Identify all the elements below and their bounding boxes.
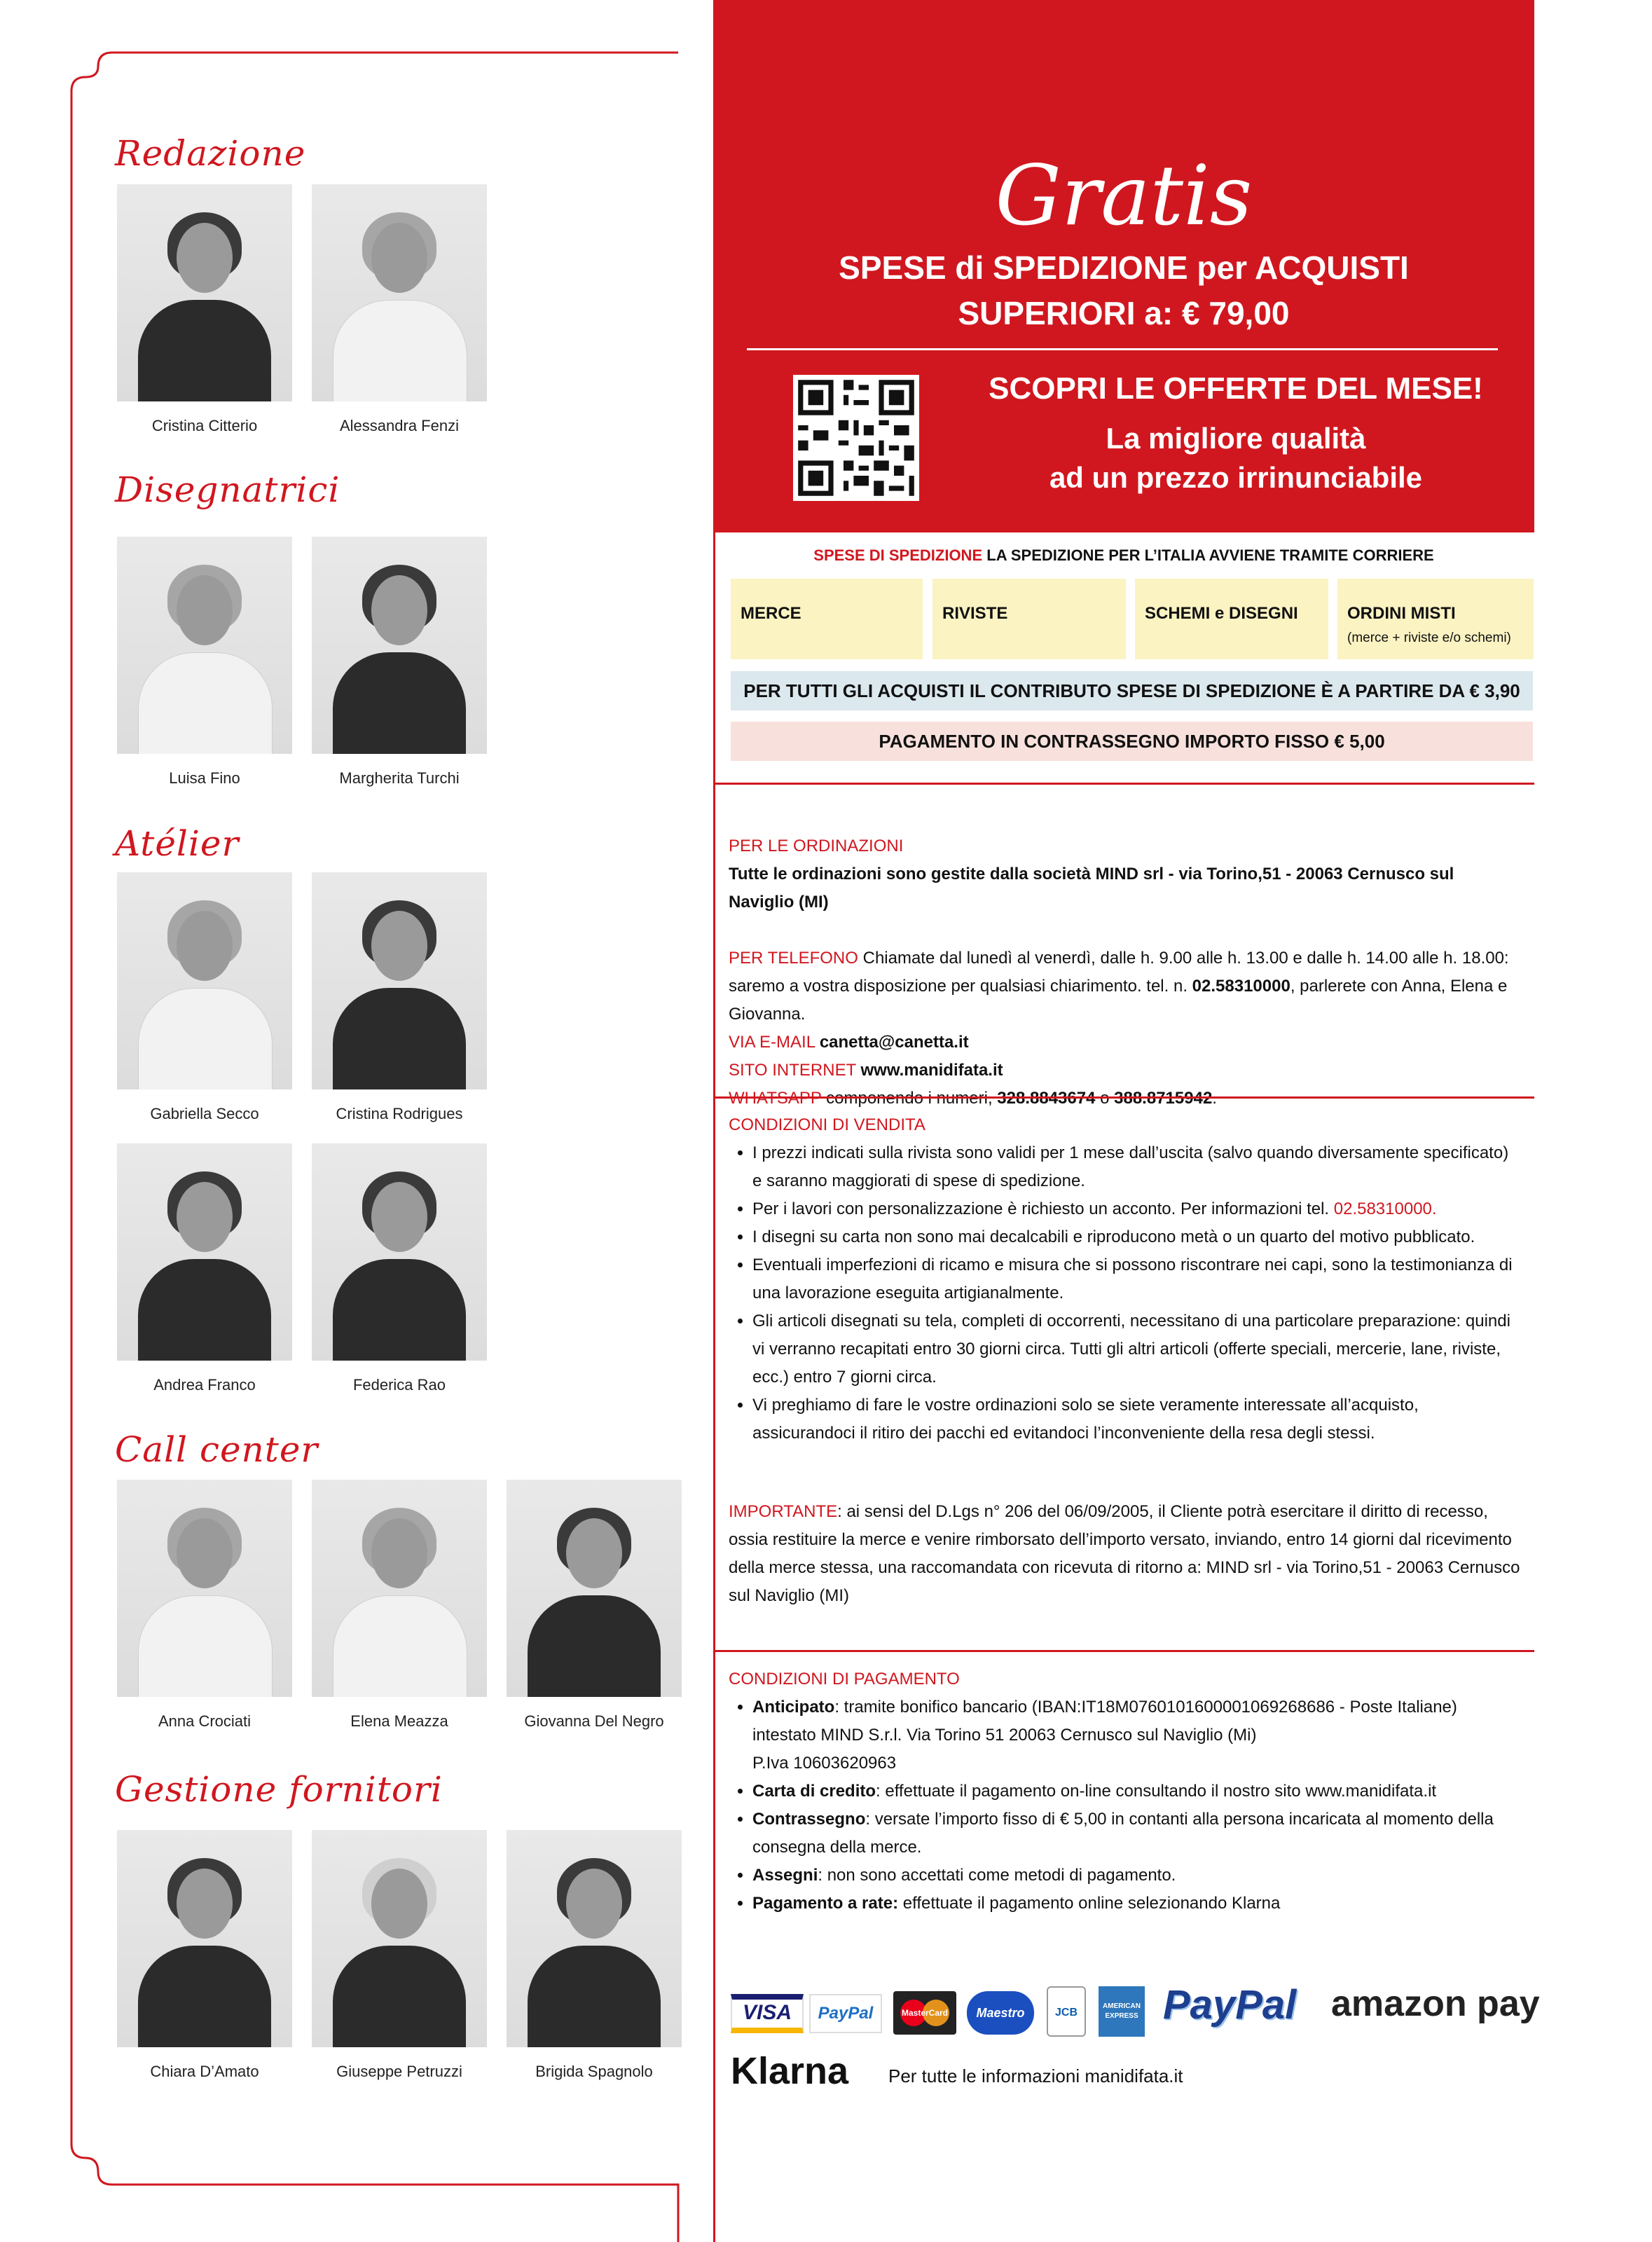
portrait-photo — [507, 1830, 682, 2047]
ship-col-schemi — [1135, 579, 1328, 659]
section-gestione-fornitori: Gestione fornitori — [115, 1769, 443, 1810]
conditions-label: CONDIZIONI DI VENDITA — [729, 1115, 925, 1134]
section-call-center: Call center — [115, 1429, 319, 1470]
person-name: Luisa Fino — [169, 769, 240, 787]
person-name: Alessandra Fenzi — [340, 417, 459, 434]
person-card — [312, 1143, 487, 1394]
email-link[interactable]: canetta@canetta.it — [819, 1033, 969, 1052]
person-name: Federica Rao — [352, 1376, 446, 1394]
ship-col-riviste — [932, 579, 1126, 659]
person-card — [507, 1480, 682, 1731]
portrait-photo — [312, 1830, 487, 2047]
person-name: Giuseppe Petruzzi — [336, 2063, 462, 2080]
paypal-logo-icon: PayPal — [1163, 1982, 1297, 2028]
portrait-photo — [312, 537, 487, 754]
list-item: • I prezzi indicati sulla rivista sono validi per 1 mese dall’uscita (salvo quando diversamente specificato) e saranno maggiorati di spese di spedizione. — [752, 1139, 1520, 1195]
payment-section — [729, 1665, 1520, 1918]
amazon-pay-logo-icon: amazon pay — [1331, 1983, 1540, 2024]
portrait-photo — [117, 872, 292, 1089]
list-item — [752, 1693, 1520, 1777]
person-card — [117, 184, 292, 435]
payment-text: : tramite bonifico bancario (IBAN:IT18M0760101600001069268686 - Poste Italiane) intestato MIND S.r.l. Via Torino 51 20063 Cernusco sul Naviglio (Mi) — [752, 1698, 1457, 1745]
portrait-photo — [117, 184, 292, 401]
person-card — [312, 537, 487, 788]
person-card — [117, 872, 292, 1123]
promo-line-2: SUPERIORI a: € 79,00 — [958, 295, 1290, 331]
email-label: VIA E-MAIL — [729, 1033, 815, 1052]
person-card — [117, 537, 292, 788]
portrait-photo — [117, 1830, 292, 2047]
person-card — [507, 1830, 682, 2081]
info-phone[interactable]: 02.58310000. — [1333, 1199, 1437, 1218]
portrait-photo — [117, 537, 292, 754]
shipping-header-text: LA SPEDIZIONE PER L’ITALIA AVVIENE TRAMITE CORRIERE — [986, 546, 1434, 564]
person-name: Chiara D’Amato — [150, 2063, 259, 2080]
site-label: SITO INTERNET — [729, 1061, 856, 1080]
promo-banner — [713, 0, 1534, 532]
person-card — [312, 872, 487, 1123]
promo-line-1: SPESE di SPEDIZIONE per ACQUISTI — [839, 249, 1409, 286]
portrait-photo — [312, 1480, 487, 1697]
portrait-photo — [312, 872, 487, 1089]
ship-col-ordini-misti — [1337, 579, 1534, 659]
qr-code-icon[interactable] — [793, 375, 919, 501]
klarna-logo-icon: Klarna — [731, 2050, 849, 2092]
list-item — [752, 1195, 1520, 1223]
maestro-icon: Maestro — [967, 1991, 1034, 2035]
payment-label: CONDIZIONI DI PAGAMENTO — [729, 1670, 960, 1689]
list-item — [752, 1777, 1520, 1806]
payment-text: : non sono accettati come metodi di pagamento. — [818, 1866, 1176, 1885]
person-name: Andrea Franco — [153, 1376, 256, 1394]
payment-text: effettuate il pagamento online selezionando Klarna — [898, 1894, 1281, 1913]
section-atelier: Atélier — [115, 823, 240, 864]
person-card — [117, 1480, 292, 1731]
payment-method: Anticipato — [752, 1698, 835, 1717]
important-label: IMPORTANTE — [729, 1502, 838, 1521]
person-card — [312, 1830, 487, 2081]
section-disegnatrici: Disegnatrici — [115, 469, 340, 510]
shipping-header — [713, 546, 1534, 565]
list-item — [752, 1862, 1520, 1890]
payment-list — [729, 1693, 1520, 1918]
offer-title: SCOPRI LE OFFERTE DEL MESE! — [989, 371, 1483, 406]
phone-label: PER TELEFONO — [729, 949, 858, 968]
mastercard-label: MasterCard — [901, 2008, 949, 2018]
mastercard-icon — [893, 1991, 956, 2035]
banner-divider — [747, 348, 1498, 350]
phone-text: Chiamate dal lunedì al venerdì, dalle h. 9.00 alle h. 13.00 e dalle h. 14.00 alle h. 18.00: saremo a vostra disposizione per qualsiasi chiarimento. tel. n. — [729, 949, 1509, 996]
ship-col-sub: (merce + riviste e/o schemi) — [1347, 631, 1511, 645]
paypal-card-icon: PayPal — [809, 1994, 882, 2033]
phone-tail: , parlerete con Anna, Elena e Giovanna. — [729, 977, 1508, 1024]
quality-line-1: La migliore qualità — [1106, 422, 1366, 455]
payment-method: Assegni — [752, 1866, 818, 1885]
list-item: • Gli articoli disegnati su tela, completi di occorrenti, necessitano di una particolare preparazione: quindi vi verranno recapitati entro 30 giorni circa. Tutti gli altri articoli (offerte speciali, mercerie, lane, riviste, ecc.) entro 7 giorni circa. — [752, 1307, 1520, 1391]
shipping-header-red: SPESE DI SPEDIZIONE — [813, 546, 983, 564]
person-card — [117, 1830, 292, 2081]
person-name: Cristina Citterio — [151, 417, 258, 434]
ship-col-label: ORDINI MISTI — [1347, 604, 1456, 623]
important-text: : ai sensi del D.Lgs n° 206 del 06/09/2005, il Cliente potrà esercitare il diritto di recesso, ossia restituire la merce e venire rimborsato dell’importo versato, inviando, entro 14 giorni dal ricevimento della merce stessa, una raccomandata con ricevuta di ritorno a: MIND srl - via Torino,51 - 20063 Cernusco sul Naviglio (MI) — [729, 1502, 1520, 1605]
info-line: Per tutte le informazioni manidifata.it — [888, 2065, 1183, 2086]
quality-line-2: ad un prezzo irrinunciabile — [1049, 461, 1423, 494]
person-card — [312, 1480, 487, 1731]
shipping-strip-2: PAGAMENTO IN CONTRASSEGNO IMPORTO FISSO € 5,00 — [731, 722, 1533, 761]
ship-col-label: RIVISTE — [942, 604, 1008, 623]
payment-method: Carta di credito — [752, 1782, 876, 1801]
orders-text: Tutte le ordinazioni sono gestite dalla società MIND srl - via Torino,51 - 20063 Cernusco sul Naviglio (MI) — [729, 865, 1454, 912]
list-item — [752, 1806, 1520, 1862]
portrait-photo — [117, 1143, 292, 1361]
orders-label: PER LE ORDINAZIONI — [729, 837, 904, 855]
portrait-photo — [117, 1480, 292, 1697]
person-name: Gabriella Secco — [150, 1105, 259, 1122]
conditions-list — [729, 1139, 1520, 1447]
orders-section — [729, 832, 1520, 1113]
ship-col-label: SCHEMI e DISEGNI — [1145, 604, 1298, 623]
gratis-title: Gratis — [995, 147, 1253, 244]
portrait-photo — [312, 1143, 487, 1361]
portrait-photo — [312, 184, 487, 401]
person-name: Brigida Spagnolo — [535, 2063, 653, 2080]
person-name: Elena Meazza — [350, 1712, 448, 1730]
payment-method: Contrassegno — [752, 1810, 866, 1829]
person-card — [312, 184, 487, 435]
divider — [713, 783, 1534, 785]
conditions-section — [729, 1111, 1520, 1447]
list-item — [752, 1890, 1520, 1918]
payment-text: : effettuate il pagamento on-line consultando il nostro sito www.manidifata.it — [876, 1782, 1437, 1801]
list-item-text: Per i lavori con personalizzazione è richiesto un acconto. Per informazioni tel. — [752, 1199, 1330, 1218]
visa-icon: VISA — [731, 1994, 804, 2033]
section-redazione: Redazione — [115, 133, 306, 174]
list-item: • Vi preghiamo di fare le vostre ordinazioni solo se siete veramente interessate all’acquisto, assicurandoci il ritiro dei pacchi ed evitandoci l’inconveniente della resa degli stessi. — [752, 1391, 1520, 1447]
ship-col-merce — [731, 579, 923, 659]
person-name: Cristina Rodrigues — [336, 1105, 463, 1122]
list-item: • Eventuali imperfezioni di ricamo e misura che si possono riscontrare nei capi, sono la testimonianza di una lavorazione eseguita artigianalmente. — [752, 1251, 1520, 1307]
payment-text: : versate l’importo fisso di € 5,00 in contanti alla persona incaricata al momento della consegna della merce. — [752, 1810, 1494, 1857]
phone-number[interactable]: 02.58310000 — [1192, 977, 1290, 996]
person-name: Margherita Turchi — [339, 769, 460, 787]
divider — [713, 1650, 1534, 1652]
person-name: Anna Crociati — [158, 1712, 252, 1730]
person-card — [117, 1143, 292, 1394]
jcb-icon: JCB — [1047, 1986, 1086, 2037]
important-section — [729, 1498, 1520, 1610]
payment-piva: P.Iva 10603620963 — [752, 1754, 897, 1773]
portrait-photo — [507, 1480, 682, 1697]
site-link[interactable]: www.manidifata.it — [860, 1061, 1003, 1080]
amex-icon: AMERICAN EXPRESS — [1099, 1986, 1145, 2037]
divider — [713, 1096, 1534, 1099]
person-name: Giovanna Del Negro — [524, 1712, 664, 1730]
list-item: • I disegni su carta non sono mai decalcabili e riproducono metà o un quarto del motivo pubblicato. — [752, 1223, 1520, 1251]
shipping-strip-1: PER TUTTI GLI ACQUISTI IL CONTRIBUTO SPESE DI SPEDIZIONE È A PARTIRE DA € 3,90 — [731, 671, 1533, 710]
ship-col-label: MERCE — [741, 604, 801, 623]
payment-method: Pagamento a rate: — [752, 1894, 899, 1913]
